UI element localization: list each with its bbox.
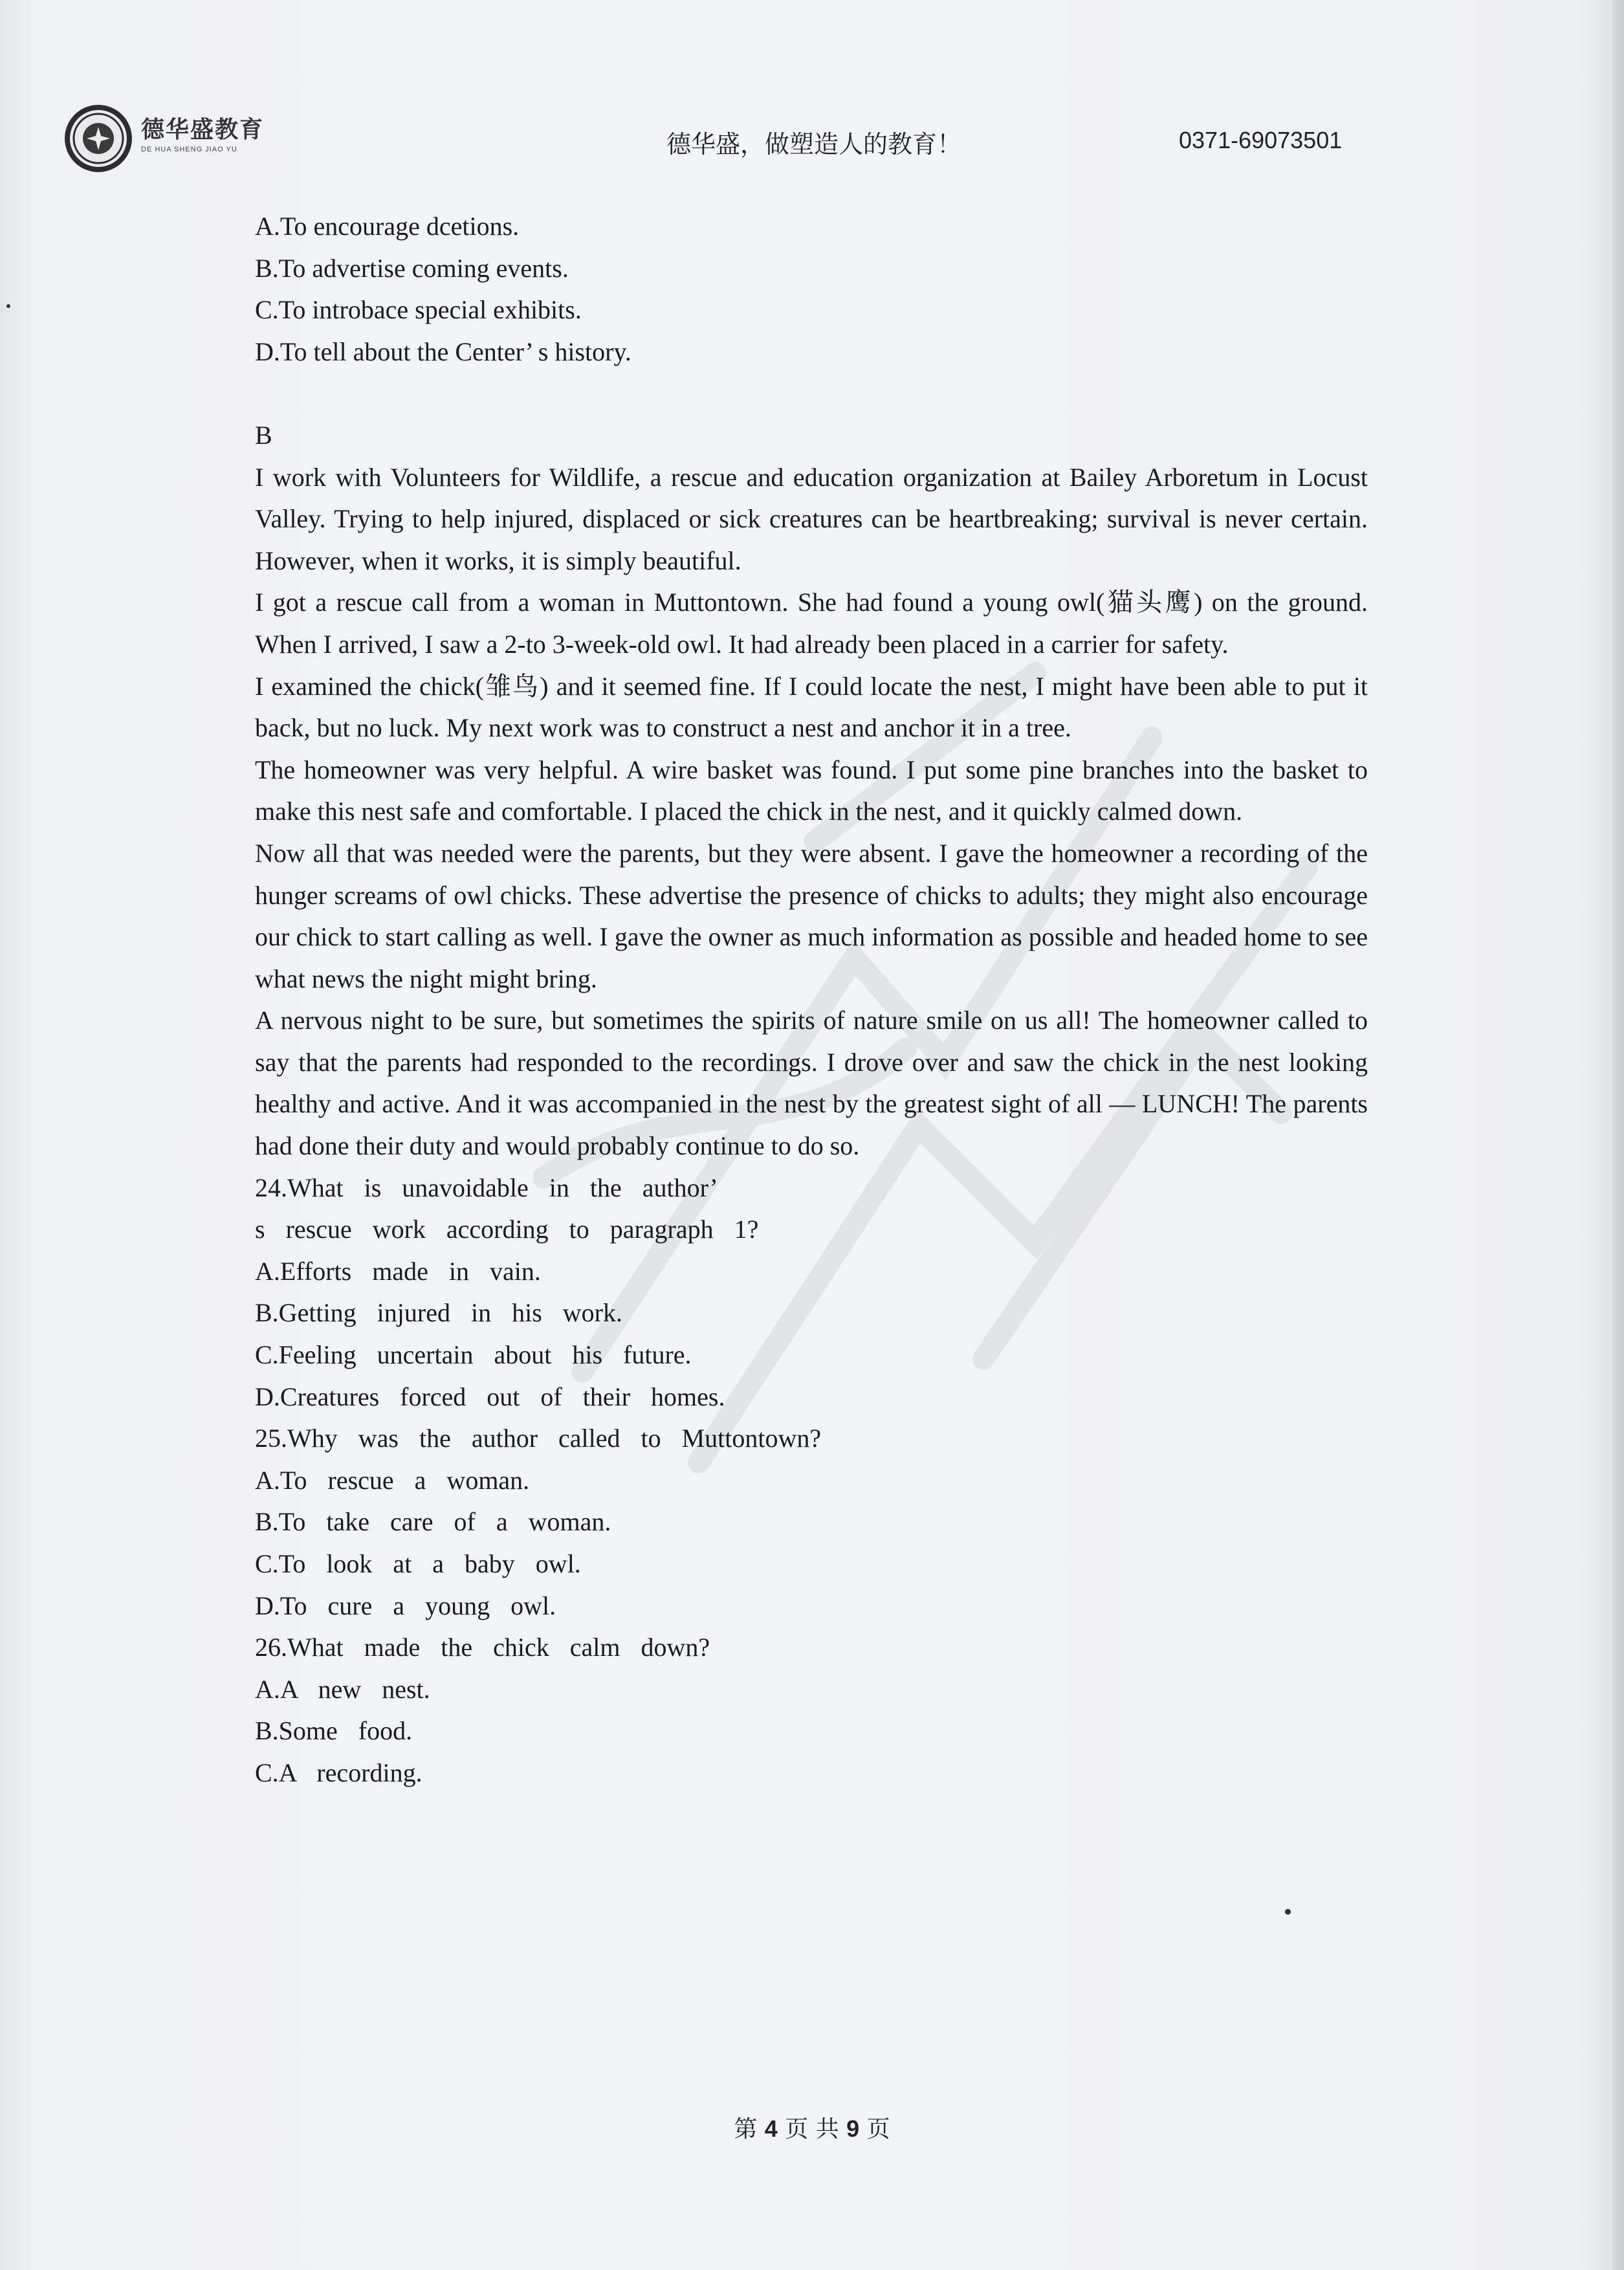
question-stem: s rescue work according to paragraph 1? (255, 1215, 759, 1244)
answer-option: A.To rescue a woman. (255, 1465, 530, 1495)
logo-name: 德华盛教育 (141, 116, 265, 143)
option-line: C.To introbace special exhibits. (255, 295, 582, 325)
answer-option: C.A recording. (255, 1758, 422, 1787)
page-header (0, 0, 1624, 194)
answer-option: D.Creatures forced out of their homes. (255, 1382, 725, 1411)
question-stem: 24.What is unavoidable in the author’ (255, 1173, 718, 1202)
answer-option: B.Some food. (255, 1716, 413, 1746)
answer-option: A.A new nest. (255, 1674, 430, 1704)
page-number: 4 (764, 2115, 778, 2142)
page-edge-shadow (1612, 0, 1624, 2270)
answer-option: B.To take care of a woman. (255, 1507, 611, 1537)
passage-paragraph: I work with Volunteers for Wildlife, a rescue and education organization at Bailey Arboretum in Locust Valley. Trying to help injured, displaced or sick creatures can be heartbreaking; survival is never certain. However, when it works, it is simply beautiful. (255, 462, 1368, 575)
option-line: A.To encourage dcetions. (255, 212, 520, 241)
question-stem: 25.Why was the author called to Muttontown? (255, 1424, 822, 1453)
passage-paragraph: I got a rescue call from a woman in Muttontown. She had found a young owl(猫头鹰) on the ground. When I arrived, I saw a 2-to 3-week-old owl. It had already been placed in a carrier for safety. (255, 588, 1368, 659)
section-label: B (255, 420, 272, 450)
answer-option: A.Efforts made in vain. (255, 1256, 541, 1286)
header-slogan: 德华盛，做塑造人的教育！ (666, 130, 962, 159)
passage-paragraph: The homeowner was very helpful. A wire basket was found. I put some pine branches into the basket to make this nest safe and comfortable. I placed the chick in the nest, and it quickly calmed down. (255, 755, 1368, 826)
spacer (255, 373, 1368, 415)
answer-option: D.To cure a young owl. (255, 1591, 556, 1620)
footer-prefix: 第 (734, 2116, 758, 2143)
passage-paragraph: A nervous night to be sure, but sometimes the spirits of nature smile on us all! The homeowner called to say that the parents had responded to the recordings. I drove over and saw the chick in the nest looking healthy and active. And it was accompanied in the nest by the greatest sight of all — LUNCH! The parents had done their duty and would probably continue to do so. (255, 1006, 1368, 1161)
document-body (255, 206, 1368, 1794)
page-footer (0, 2111, 1624, 2144)
footer-middle: 页 共 (785, 2116, 839, 2143)
school-seal-logo (62, 102, 135, 175)
header-phone: 0371-69073501 (1179, 127, 1343, 153)
scan-speck (1285, 1909, 1291, 1915)
answer-option: B.Getting injured in his work. (255, 1298, 622, 1328)
answer-option: C.To look at a baby owl. (255, 1549, 581, 1578)
footer-suffix: 页 (866, 2116, 890, 2143)
logo-subtitle: DE HUA SHENG JIAO YU (141, 146, 237, 153)
question-stem: 26.What made the chick calm down? (255, 1633, 710, 1662)
total-pages: 9 (846, 2115, 860, 2142)
logo-wordmark (141, 111, 270, 153)
scan-speck (6, 304, 10, 308)
passage-paragraph: I examined the chick(雏鸟) and it seemed fine. If I could locate the nest, I might have been able to put it back, but no luck. My next work was to construct a nest and anchor it in a tree. (255, 671, 1368, 743)
answer-option: C.Feeling uncertain about his future. (255, 1340, 692, 1370)
passage-paragraph: Now all that was needed were the parents, but they were absent. I gave the homeowner a recording of the hunger screams of owl chicks. These advertise the presence of chicks to adults; they might also encourage our chick to start calling as well. I gave the owner as much information as possible and headed home to see what news the night might bring. (255, 838, 1368, 993)
option-line: D.To tell about the Center’ s history. (255, 336, 631, 366)
option-line: B.To advertise coming events. (255, 253, 569, 283)
